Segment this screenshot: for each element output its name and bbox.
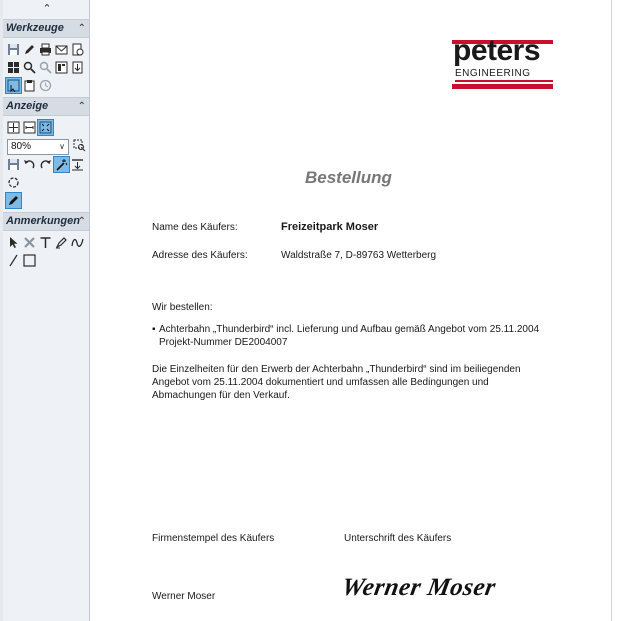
fit-width-icon[interactable] (22, 120, 37, 135)
rectangle-tool-icon[interactable] (22, 253, 37, 268)
download-icon[interactable] (70, 60, 85, 75)
buyer-address-label: Adresse des Käufers: (152, 250, 248, 261)
clipboard-icon[interactable] (22, 78, 37, 93)
text-select-icon[interactable] (6, 78, 21, 93)
pointer-icon[interactable] (6, 235, 21, 250)
chevron-up-icon[interactable]: ⌃ (77, 101, 86, 112)
order-item-line-2: Projekt-Nummer DE2004007 (159, 337, 288, 348)
zoom-select[interactable] (7, 139, 69, 155)
section-header-anmerkungen[interactable] (3, 212, 89, 231)
save-view-icon[interactable] (6, 157, 21, 172)
fit-page-icon[interactable] (6, 120, 21, 135)
buyer-person-name: Werner Moser (152, 591, 216, 602)
save-icon[interactable] (6, 42, 21, 57)
vertical-scrollbar[interactable] (611, 0, 621, 621)
search-icon[interactable] (22, 60, 37, 75)
document-title: Bestellung (305, 168, 392, 187)
handwritten-signature: Werner Moser (339, 574, 498, 601)
magic-wand-icon[interactable] (54, 157, 69, 172)
refresh-icon[interactable] (6, 175, 21, 190)
details-line-1: Die Einzelheiten für den Erwerb der Achterbahn „Thunderbird“ sind im beiliegenden (152, 364, 521, 375)
rotate-right-icon[interactable] (38, 157, 53, 172)
actual-size-icon[interactable] (38, 120, 53, 135)
logo-bottom-bar (452, 84, 553, 89)
section-title: Anzeige (6, 100, 49, 112)
stamp-label: Firmenstempel des Käufers (152, 533, 275, 544)
print-icon[interactable] (38, 42, 53, 57)
export-icon[interactable] (70, 157, 85, 172)
edit-mode-icon[interactable] (6, 193, 21, 208)
section-title: Anmerkungen (6, 215, 80, 227)
rotate-left-icon[interactable] (22, 157, 37, 172)
mail-icon[interactable] (54, 42, 69, 57)
chevron-up-icon[interactable]: ⌃ (77, 216, 86, 227)
details-line-2: Angebot vom 25.11.2004 dokumentiert und umfassen alle Bedingungen und (152, 377, 489, 388)
section-header-anzeige[interactable] (3, 97, 89, 116)
document-info-icon[interactable] (70, 42, 85, 57)
order-intro: Wir bestellen: (152, 302, 213, 313)
freehand-icon[interactable] (70, 235, 85, 250)
buyer-name-label: Name des Käufers: (152, 222, 238, 233)
collapse-sidebar-button[interactable]: ⌃ (42, 3, 52, 15)
buyer-name-value: Freizeitpark Moser (281, 221, 379, 233)
logo-subtitle: ENGINEERING (455, 68, 553, 82)
signature-label: Unterschrift des Käufers (344, 533, 452, 544)
order-item-line-1: Achterbahn „Thunderbird“ incl. Lieferung und Aufbau gemäß Angebot vom 25.11.2004 (159, 324, 540, 335)
section-title: Werkzeuge (6, 22, 64, 34)
delete-annotation-icon[interactable] (22, 235, 37, 250)
details-line-3: Abmachungen für den Verkauf. (152, 390, 290, 401)
zoom-value: 80% (11, 141, 32, 152)
chevron-down-icon[interactable]: ∨ (59, 142, 65, 151)
search-next-icon[interactable] (38, 60, 53, 75)
text-tool-icon[interactable] (38, 235, 53, 250)
zoom-area-icon[interactable] (72, 138, 87, 153)
chevron-up-icon[interactable]: ⌃ (77, 23, 86, 34)
section-header-werkzeuge[interactable] (3, 19, 89, 38)
bullet-marker: ▪ (152, 324, 156, 335)
highlighter-icon[interactable] (54, 235, 69, 250)
buyer-address-value: Waldstraße 7, D-89763 Wetterberg (281, 250, 437, 261)
pen-icon[interactable] (22, 42, 37, 57)
sidebar (3, 0, 90, 621)
thumbnails-icon[interactable] (6, 60, 21, 75)
history-icon[interactable] (38, 78, 53, 93)
logo-wordmark: peters (453, 34, 541, 67)
line-tool-icon[interactable] (6, 253, 21, 268)
page-layout-icon[interactable] (54, 60, 69, 75)
